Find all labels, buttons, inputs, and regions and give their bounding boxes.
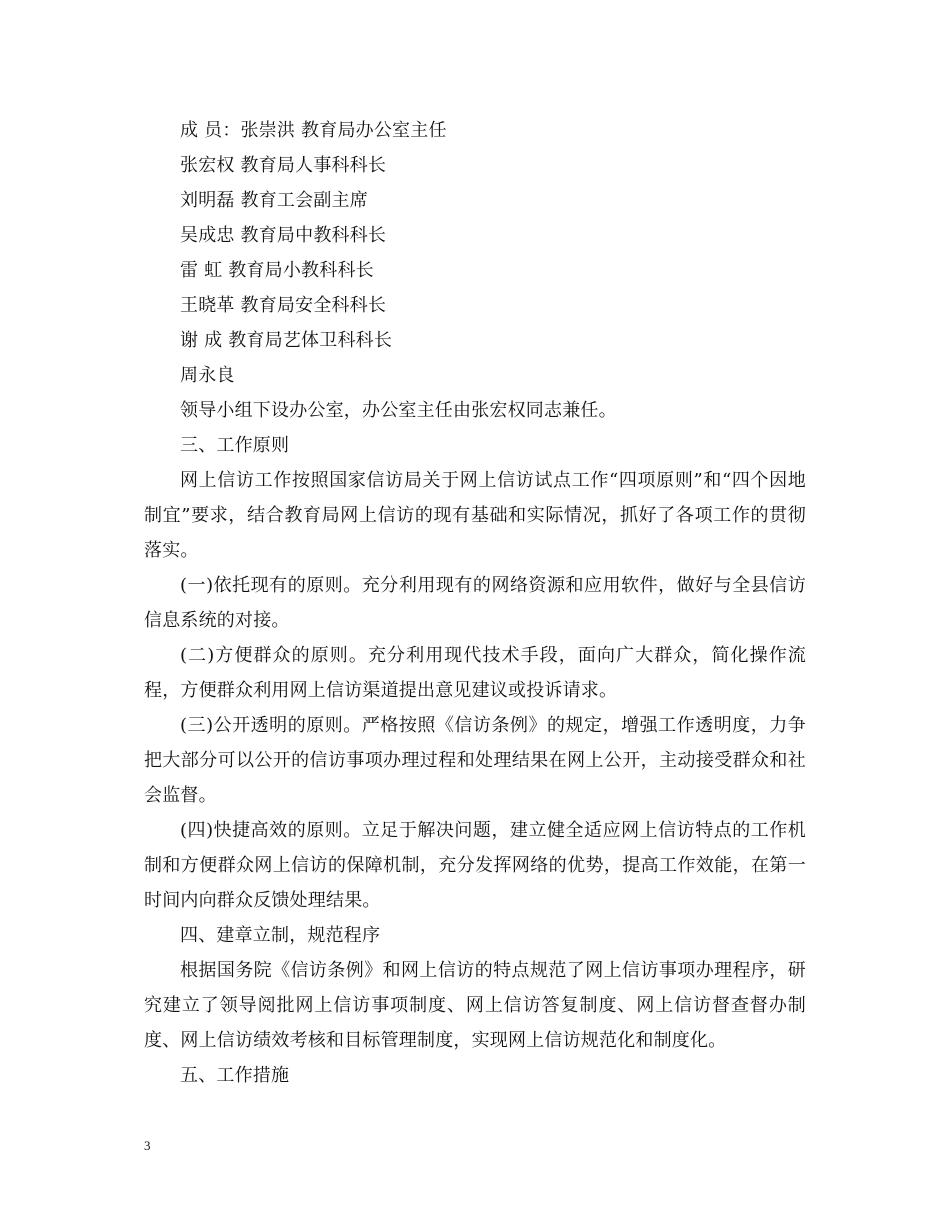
member-line: 成 员：张崇洪 教育局办公室主任 xyxy=(180,120,447,141)
section-heading: 五、工作措施 xyxy=(180,1065,290,1086)
office-note: 领导小组下设办公室，办公室主任由张宏权同志兼任。 xyxy=(180,400,617,421)
member-line: 张宏权 教育局人事科科长 xyxy=(180,155,387,176)
principle-paragraph: (二)方便群众的原则。充分利用现代技术手段，面向广大群众，简化操作流程，方便群众利用网上信访渠道提出意见建议或投诉请求。 xyxy=(144,645,806,701)
principle-paragraph: (四)快捷高效的原则。立足于解决问题，建立健全适应网上信访特点的工作机制和方便群众网上信访的保障机制，充分发挥网络的优势，提高工作效能，在第一时间内向群众反馈处理结果。 xyxy=(144,820,806,911)
member-line: 周永良 xyxy=(180,365,235,386)
section-heading: 四、建章立制，规范程序 xyxy=(180,925,381,946)
document-body xyxy=(144,113,806,1093)
page-number: 3 xyxy=(144,1138,151,1153)
member-line: 王晓革 教育局安全科科长 xyxy=(180,295,387,316)
section-paragraph: 网上信访工作按照国家信访局关于网上信访试点工作“四项原则”和“四个因地制宜”要求，结合教育局网上信访的现有基础和实际情况，抓好了各项工作的贯彻落实。 xyxy=(144,470,806,561)
section-paragraph: 根据国务院《信访条例》和网上信访的特点规范了网上信访事项办理程序，研究建立了领导阅批网上信访事项制度、网上信访答复制度、网上信访督查督办制度、网上信访绩效考核和目标管理制度，实现网上信访规范化和制度化。 xyxy=(144,960,806,1051)
principle-paragraph: (三)公开透明的原则。严格按照《信访条例》的规定，增强工作透明度，力争把大部分可以公开的信访事项办理过程和处理结果在网上公开，主动接受群众和社会监督。 xyxy=(144,715,806,806)
member-line: 雷 虹 教育局小教科科长 xyxy=(180,260,374,281)
principle-paragraph: (一)依托现有的原则。充分利用现有的网络资源和应用软件，做好与全县信访信息系统的对接。 xyxy=(144,575,806,631)
member-line: 谢 成 教育局艺体卫科科长 xyxy=(180,330,393,351)
member-line: 吴成忠 教育局中教科科长 xyxy=(180,225,387,246)
member-line: 刘明磊 教育工会副主席 xyxy=(180,190,368,211)
section-heading: 三、工作原则 xyxy=(180,435,290,456)
